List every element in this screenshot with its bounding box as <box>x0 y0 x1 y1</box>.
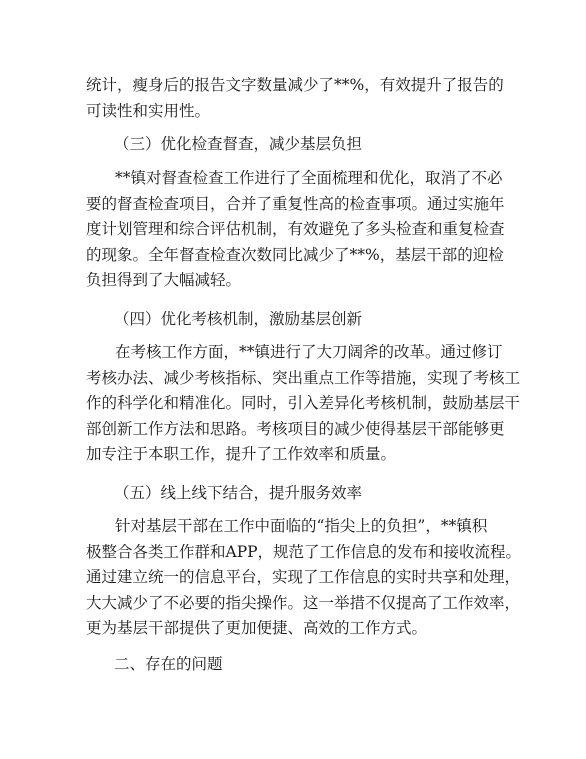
text-line: 要的督查检查项目，合并了重复性高的检查事项。通过实施年 <box>86 194 505 213</box>
paragraph-online-offline <box>86 514 522 642</box>
text-line: 部创新工作方法和思路。考核项目的减少使得基层干部能够更 <box>86 419 505 438</box>
paragraph-inspection <box>86 166 506 294</box>
section-heading-problems: 二、存在的问题 <box>114 655 223 673</box>
text-line: 作的科学化和精准化。同时，引入差异化考核机制，鼓励基层干 <box>86 394 521 412</box>
text-line: **镇对督查检查工作进行了全面梳理和优化，取消了不必 <box>115 169 503 187</box>
section-heading-5: （五）线上线下结合，提升服务效率 <box>114 484 363 502</box>
text-line: 度计划管理和综合评估机制，有效避免了多头检查和重复检查 <box>86 220 505 238</box>
text-line: 通过建立统一的信息平台，实现了工作信息的实时共享和处理， <box>86 568 521 586</box>
text-line: 加专注于本职工作，提升了工作效率和质量。 <box>86 445 397 463</box>
text-line: 极整合各类工作群和APP，规范了工作信息的发布和接收流程。 <box>86 542 522 561</box>
text-line: 的现象。全年督查检查次数同比减少了**%，基层干部的迎检 <box>86 245 504 264</box>
section-heading-3: （三）优化检查督查，减少基层负担 <box>114 135 363 153</box>
text-line: 在考核工作方面，**镇进行了大刀阔斧的改革。通过修订 <box>115 343 503 361</box>
paragraph-assessment <box>86 340 521 468</box>
section-heading-4: （四）优化考核机制，激励基层创新 <box>114 310 363 328</box>
paragraph-report-slimming <box>86 73 506 124</box>
text-line: 统计，瘦身后的报告文字数量减少了**%，有效提升了报告的 <box>86 76 504 94</box>
text-line: 可读性和实用性。 <box>86 101 211 120</box>
text-line: 大大减少了不必要的指尖操作。这一举措不仅提高了工作效率， <box>86 593 521 612</box>
text-line: 更为基层干部提供了更加便捷、高效的工作方式。 <box>86 619 428 637</box>
text-line: 考核办法、减少考核指标、突出重点工作等措施，实现了考核工 <box>86 368 521 387</box>
text-line: 负担得到了大幅减轻。 <box>86 271 242 289</box>
text-line: 针对基层干部在工作中面临的“指尖上的负担”，**镇积 <box>115 517 488 535</box>
